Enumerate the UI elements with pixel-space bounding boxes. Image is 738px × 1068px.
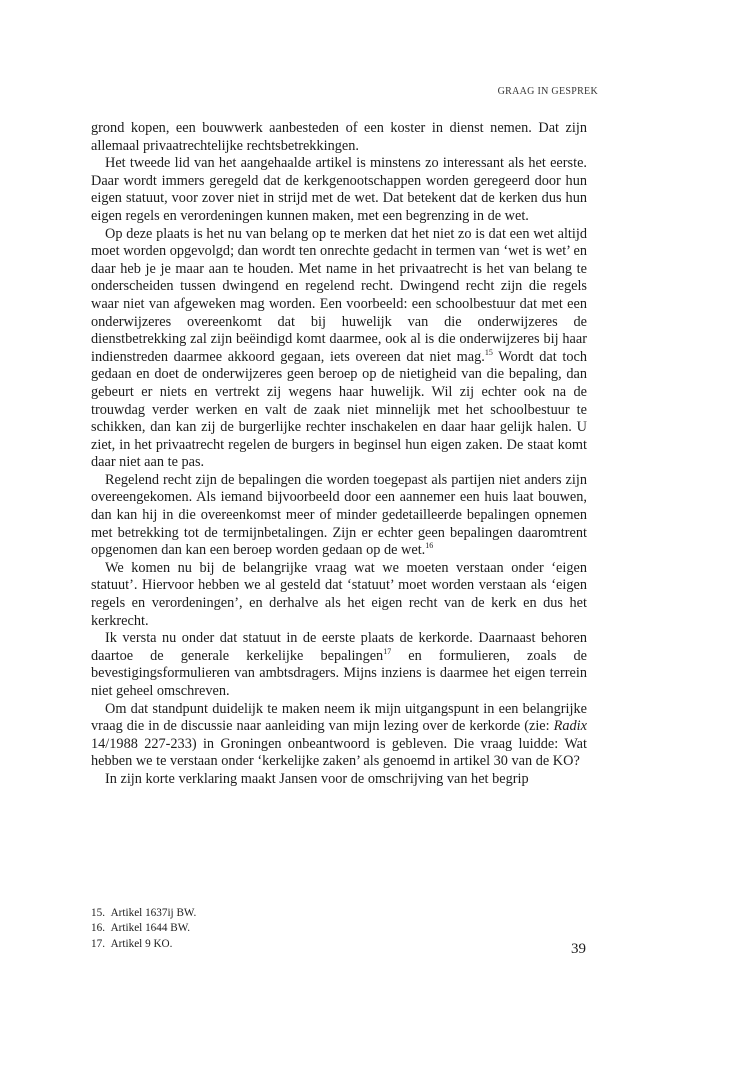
paragraph-4-text: Regelend recht zijn de bepalingen die worden toegepast als partijen niet anders zijn overeengekomen. Als iemand bijvoorbeeld door een aannemer een huis laat bouwen, dan kan hij in die overeenkomst meer of minder gedetailleerde bepalingen opnemen met betrekking tot de termijnbetalingen. Zijn er echter geen bepalingen daaromtrent opgenomen dan kan een beroep worden gedaan op de wet. — [91, 471, 587, 559]
footnote-ref-16: 16 — [425, 541, 434, 551]
paragraph-3-text-b: Wordt dat toch gedaan en doet de onderwijzeres geen beroep op de nietigheid van die bepaling, dan gebeurt er niets en vertrekt zij wegens haar huwelijk. Wil zij echter ook na de trouwdag verder werken en valt de zaak niet minnelijk met het schoolbestuur te schikken, dan kan zij de burgerlijke rechter inschakelen en daar haar gelijk halen. U ziet, in het privaatrecht regelen de burgers in beginsel hun eigen zaken. De staat komt daar niet aan te pas. — [91, 348, 587, 471]
footnotes — [91, 906, 587, 952]
footnote-ref-15: 15 — [484, 347, 493, 357]
paragraph-7-text-b: 14/1988 227-233) in Groningen onbeantwoord is gebleven. Die vraag luidde: Wat hebben we te verstaan onder ‘kerkelijke zaken’ als genoemd in artikel 30 van de KO? — [91, 735, 587, 770]
paragraph-6 — [91, 630, 587, 700]
paragraph-7-text-a: Om dat standpunt duidelijk te maken neem ik mijn uitgangspunt in een belangrijke vraag die in de discussie naar aanleiding van mijn lezing over de kerkorde (zie: — [91, 700, 587, 735]
journal-title: Radix — [553, 718, 587, 735]
paragraph-6-text-a: Ik versta nu onder dat statuut in de eerste plaats de kerkorde. Daarnaast behoren daartoe de generale kerkelijke bepalingen — [91, 630, 587, 664]
footnote-16: 16. Artikel 1644 BW. — [91, 922, 191, 935]
paragraph-1: grond kopen, een bouwwerk aanbesteden of een koster in dienst nemen. Dat zijn allemaal privaatrechtelijke rechtsbetrekkingen. — [91, 120, 587, 154]
paragraph-7 — [91, 701, 587, 771]
paragraph-6-text-b: en formulieren, zoals de bevestigingsformulieren van ambtsdragers. Mijns inziens is daarmee het eigen terrein niet geheel omschreven. — [91, 647, 587, 699]
running-head: GRAAG IN GESPREK — [497, 86, 598, 97]
footnote-17: 17. Artikel 9 KO. — [91, 937, 173, 950]
body-text — [91, 120, 587, 789]
footnote-15: 15. Artikel 1637ij BW. — [91, 907, 197, 919]
paragraph-2: Het tweede lid van het aangehaalde artikel is minstens zo interessant als het eerste. Daar wordt immers geregeld dat de kerkgenootschappen worden geregeerd door hun eigen statuut, voor zover niet in strijd met de wet. Dat betekent dat de kerken dus hun eigen regels en verordeningen kunnen maken, met een begrenzing in de wet. — [91, 155, 587, 224]
paragraph-8: In zijn korte verklaring maakt Jansen voor de omschrijving van het begrip — [105, 770, 529, 787]
footnote-ref-17: 17 — [383, 647, 392, 657]
paragraph-3-text-a: Op deze plaats is het nu van belang op te merken dat het niet zo is dat een wet altijd moet worden opgevolgd; dan wordt ten onrechte gedacht in termen van ‘wet is wet’ en daar heb je je maar aan te houden. Met name in het privaatrecht is het van belang te onderscheiden tussen dwingend en regelend recht. Dwingend recht zijn die regels waar niet van afgeweken mag worden. Een voorbeeld: een schoolbestuur dat met een onderwijzeres overeenkomt dat bij huwelijk van die onderwijzeres de dienstbetrekking zal zijn beëindigd komt daarmee, ook al is die onderwijzeres bij haar indienstreden daarmee akkoord gegaan, iets overeen dat niet mag. — [91, 225, 587, 365]
paragraph-3 — [91, 226, 587, 472]
paragraph-5: We komen nu bij de belangrijke vraag wat we moeten verstaan onder ‘eigen statuut’. Hiervoor hebben we al gesteld dat ‘statuut’ moet worden verstaan als ‘eigen regels en verordeningen’, en derhalve als het eigen recht van de kerk en dus het kerkrecht. — [91, 559, 587, 629]
page-number: 39 — [571, 941, 586, 957]
paragraph-4 — [91, 472, 587, 560]
